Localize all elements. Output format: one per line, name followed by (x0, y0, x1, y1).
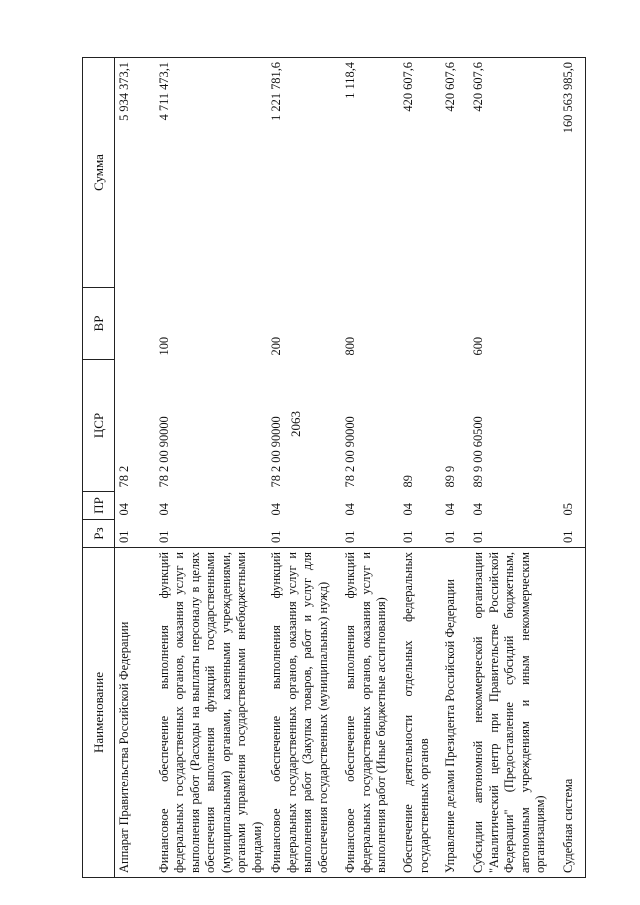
row-csr: 78 2 00 90000 (269, 416, 283, 488)
row-csr: 78 2 00 90000 (343, 416, 357, 488)
row-sum: 420 607,6 (469, 58, 559, 288)
row-csr: 89 9 (443, 465, 457, 488)
row-sum: 160 563 985,0 (559, 58, 585, 288)
header-vr: ВР (83, 288, 115, 360)
row-rz: 01 (269, 530, 283, 543)
row-vr (559, 288, 585, 360)
row-rz: 01 (117, 530, 131, 543)
row-pr: 04 (269, 503, 283, 516)
row-csr: 78 2 00 90000 (156, 416, 171, 488)
row-sum: 420 607,6 (441, 58, 469, 288)
table-header-row (83, 58, 115, 878)
row-rz: 01 (343, 530, 357, 543)
row-name: Аппарат Правительства Российской Федерации (115, 548, 155, 878)
row-vr (115, 288, 155, 360)
row-name: Финансовое обеспечение выполнения функций федеральных государственных органов, оказания услуг и выполнения работ (Иные бюджетные ассигнования) (341, 548, 399, 878)
row-vr (399, 288, 441, 360)
row-name: Обеспечение деятельности отдельных федеральных государственных органов (399, 548, 441, 878)
row-vr: 200 (269, 336, 283, 356)
row-rz: 01 (443, 530, 457, 543)
budget-table-container (82, 58, 580, 878)
row-pr: 04 (156, 503, 171, 516)
header-sum: Сумма (83, 58, 115, 288)
page-number: 2063 (288, 411, 303, 437)
row-vr (441, 288, 469, 360)
row-pr: 04 (343, 503, 357, 516)
row-csr (559, 360, 585, 492)
table-row (469, 58, 559, 878)
row-rz: 01 (156, 530, 171, 543)
row-pr: 05 (559, 492, 585, 520)
row-name: Управление делами Президента Российской Федерации (441, 548, 469, 878)
row-rz: 01 (471, 530, 485, 543)
budget-table (82, 57, 586, 878)
row-sum: 1 221 781,6 (267, 58, 341, 288)
row-name: Субсидии автономной некоммерческой организации "Аналитический центр при Правительстве Российской Федерации" (Предоставление субсидий бюджетным, автономным учреждениям и иным некоммерческим организациям) (469, 548, 559, 878)
row-name: Финансовое обеспечение выполнения функций федеральных государственных органов, оказания услуг и выполнения работ (Закупка товаров, работ и услуг для обеспечения государственных (муниципальных) нужд) (267, 548, 341, 878)
row-vr: 600 (471, 336, 485, 356)
row-sum: 5 934 373,1 (115, 58, 155, 288)
row-pr: 04 (471, 503, 485, 516)
row-vr: 100 (156, 336, 171, 356)
row-pr: 04 (443, 503, 457, 516)
row-sum: 420 607,6 (399, 58, 441, 288)
row-vr: 800 (343, 336, 357, 356)
header-rz: Рз (83, 520, 115, 548)
row-csr: 89 9 00 60500 (471, 416, 485, 488)
table-row (115, 58, 155, 878)
header-csr: ЦСР (83, 360, 115, 492)
row-rz: 01 (559, 520, 585, 548)
table-row (267, 58, 341, 878)
row-rz: 01 (401, 530, 415, 543)
table-row (155, 58, 268, 878)
row-name: Финансовое обеспечение выполнения функций федеральных государственных органов, оказания услуг и выполнения работ (Расходы на выплаты персоналу в целях обеспечения выполнения функций государственными (муниципальными) органами, казенными учреждениями, органами управления государственными внебюджетными фондами) (155, 548, 268, 878)
row-name: Судебная система (559, 548, 585, 878)
row-csr: 89 (401, 475, 415, 488)
row-pr: 04 (401, 503, 415, 516)
table-row (441, 58, 469, 878)
row-csr: 78 2 (117, 465, 131, 488)
row-sum: 4 711 473,1 (155, 58, 268, 288)
row-pr: 04 (117, 503, 131, 516)
header-name: Наименование (83, 548, 115, 878)
table-row (399, 58, 441, 878)
table-row (559, 58, 585, 878)
row-sum: 1 118,4 (341, 58, 399, 288)
header-pr: ПР (83, 492, 115, 520)
table-row (341, 58, 399, 878)
